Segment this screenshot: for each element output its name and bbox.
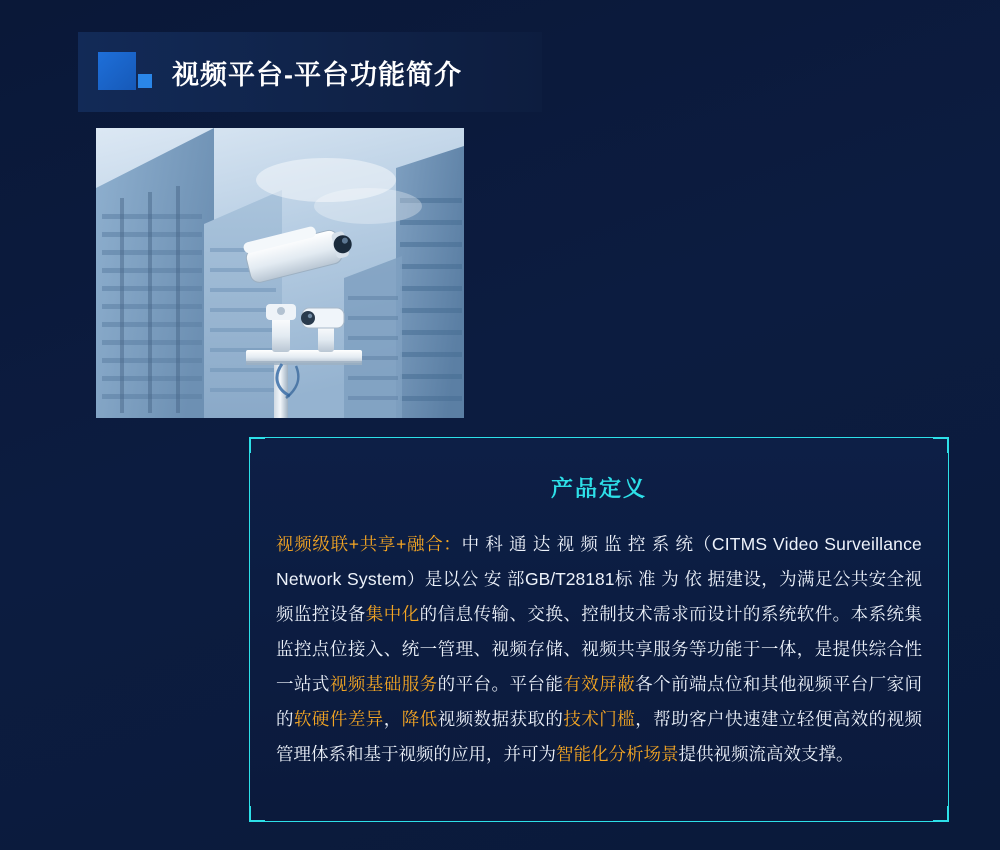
card-corner-bottom-right bbox=[933, 806, 949, 822]
definition-segment: 集中化 bbox=[365, 604, 420, 624]
definition-segment: CITMS Video Surveillance Network System bbox=[276, 534, 922, 589]
logo-square-small bbox=[138, 74, 152, 88]
platform-logo-icon bbox=[98, 52, 154, 92]
definition-segment: ）是以公 安 部GB/T28181标 准 为 依 据建设，为满足公共安全视频监控设备 bbox=[276, 569, 922, 624]
card-corner-bottom-left bbox=[249, 806, 265, 822]
card-corner-top-right bbox=[933, 437, 949, 453]
definition-segment: 视频数据获取的 bbox=[437, 709, 564, 729]
product-definition-body bbox=[276, 527, 922, 772]
definition-segment: 的平台。平台能 bbox=[437, 674, 564, 694]
product-definition-card bbox=[249, 437, 949, 822]
page-title: 视频平台-平台功能简介 bbox=[172, 59, 462, 90]
definition-segment: 视频基础服务 bbox=[329, 674, 438, 694]
product-definition-title: 产品定义 bbox=[550, 476, 647, 501]
definition-segment: 技术门槛 bbox=[563, 709, 636, 729]
definition-segment: 的信息传输、交换、控制技术需求而设计的系统软件。本系统集监控点位接入、统一管理、视频存储、视频共享服务等功能于一体，是提供综合性一站式 bbox=[276, 604, 923, 694]
definition-segment: 视频级联+共享+融合： bbox=[276, 534, 462, 554]
definition-segment: 智能化分析场景 bbox=[556, 744, 679, 764]
definition-segment: ， bbox=[383, 709, 402, 729]
definition-segment: 中 科 通 达 视 频 监 控 系 统（ bbox=[461, 534, 712, 554]
section-header-banner bbox=[78, 32, 542, 112]
definition-segment: 软硬件差异 bbox=[293, 709, 384, 729]
definition-segment: ，帮助客户快速建立轻便高效的视频管理体系和基于视频的应用，并可为 bbox=[276, 709, 923, 764]
logo-square-large bbox=[98, 52, 136, 90]
surveillance-camera-photo bbox=[96, 128, 464, 418]
definition-segment: 提供视频流高效支撑。 bbox=[678, 744, 854, 764]
definition-segment: 有效屏蔽 bbox=[563, 674, 636, 694]
definition-segment: 各个前端点位和其他视频平台厂家间的 bbox=[276, 674, 923, 729]
card-corner-top-left bbox=[249, 437, 265, 453]
definition-segment: 降低 bbox=[401, 709, 438, 729]
